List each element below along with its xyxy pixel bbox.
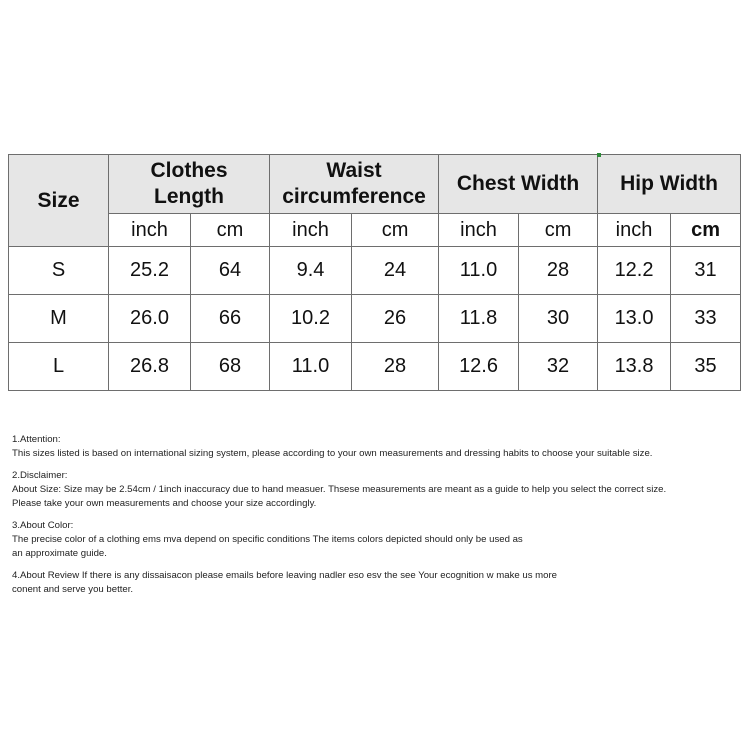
unit-label: cm	[671, 214, 741, 247]
hip-width-header: Hip Width	[598, 155, 741, 214]
unit-label: inch	[439, 214, 519, 247]
clothes-length-header	[109, 155, 270, 214]
note-line: Please take your own measurements and choose your size accordingly.	[12, 498, 317, 509]
value-cell: 12.6	[439, 343, 519, 391]
unit-label: cm	[191, 214, 270, 247]
note-attention	[12, 433, 748, 461]
value-cell: 24	[352, 247, 439, 295]
value-cell: 11.0	[270, 343, 352, 391]
value-cell: 35	[671, 343, 741, 391]
note-heading: 1.Attention:	[12, 434, 61, 445]
size-cell: M	[9, 295, 109, 343]
header-line: Waist	[326, 159, 382, 182]
value-cell: 32	[519, 343, 598, 391]
value-cell: 28	[352, 343, 439, 391]
note-heading: 2.Disclaimer:	[12, 470, 68, 481]
value-cell: 28	[519, 247, 598, 295]
value-cell: 25.2	[109, 247, 191, 295]
table-row	[9, 247, 741, 295]
value-cell: 11.0	[439, 247, 519, 295]
value-cell: 13.8	[598, 343, 671, 391]
note-disclaimer	[12, 469, 748, 511]
value-cell: 26.0	[109, 295, 191, 343]
value-cell: 12.2	[598, 247, 671, 295]
header-line: circumference	[282, 185, 426, 208]
note-line: This sizes listed is based on international sizing system, please according to your own measurements and dressing habits to choose your suitable size.	[12, 448, 653, 459]
note-line: conent and serve you better.	[12, 584, 134, 595]
value-cell: 64	[191, 247, 270, 295]
unit-label: cm	[352, 214, 439, 247]
note-line: 4.About Review If there is any dissaisacon please emails before leaving nadler eso esv the see Your ecognition w make us more	[12, 570, 558, 581]
value-cell: 10.2	[270, 295, 352, 343]
unit-label: inch	[109, 214, 191, 247]
value-cell: 26	[352, 295, 439, 343]
note-review	[12, 569, 748, 597]
header-line: Length	[154, 185, 224, 208]
size-cell: S	[9, 247, 109, 295]
header-line: Clothes	[150, 159, 228, 182]
value-cell: 9.4	[270, 247, 352, 295]
note-line: The precise color of a clothing ems mva depend on specific conditions The items colors depicted should only be used as	[12, 534, 523, 545]
note-color	[12, 519, 748, 561]
unit-label: cm	[519, 214, 598, 247]
size-column-header: Size	[9, 155, 109, 247]
size-notes	[12, 433, 748, 605]
waist-circumference-header	[270, 155, 439, 214]
value-cell: 11.8	[439, 295, 519, 343]
corner-mark	[597, 153, 601, 157]
value-cell: 26.8	[109, 343, 191, 391]
chest-width-header: Chest Width	[439, 155, 598, 214]
size-chart-table	[8, 154, 741, 391]
table-row	[9, 295, 741, 343]
unit-label: inch	[598, 214, 671, 247]
note-heading: 3.About Color:	[12, 520, 74, 531]
table-header-row	[9, 155, 741, 214]
value-cell: 30	[519, 295, 598, 343]
table-row	[9, 343, 741, 391]
value-cell: 31	[671, 247, 741, 295]
value-cell: 66	[191, 295, 270, 343]
unit-label: inch	[270, 214, 352, 247]
size-cell: L	[9, 343, 109, 391]
note-line: About Size: Size may be 2.54cm / 1inch inaccuracy due to hand measuer. Thsese measurements are meant as a guide to help you select the correct size.	[12, 484, 667, 495]
unit-header-row	[9, 214, 741, 247]
note-line: an approximate guide.	[12, 548, 107, 559]
value-cell: 13.0	[598, 295, 671, 343]
value-cell: 33	[671, 295, 741, 343]
value-cell: 68	[191, 343, 270, 391]
